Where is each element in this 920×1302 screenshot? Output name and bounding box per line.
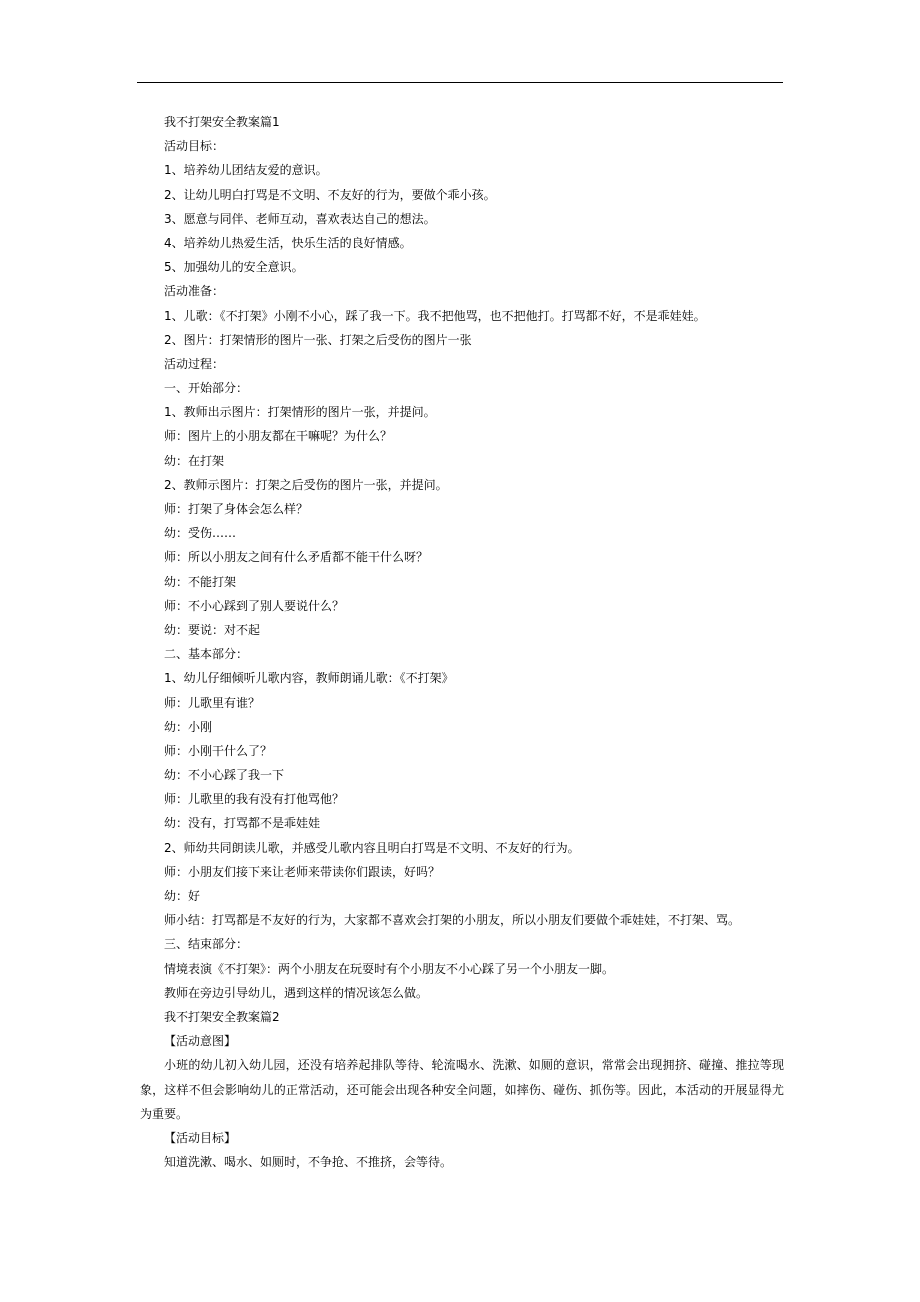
dialogue-line: 幼：不小心踩了我一下: [164, 768, 285, 783]
dialogue-line: 师：所以小朋友之间有什么矛盾都不能干什么呀？: [164, 550, 429, 565]
dialogue-line: 师：儿歌里的我有没有打他骂他？: [164, 792, 345, 807]
text-line: 一、开始部分：: [164, 381, 249, 396]
list-item: 1、幼儿仔细倾听儿歌内容，教师朗诵儿歌：《不打架》: [164, 671, 454, 686]
dialogue-line: 师：打架了身体会怎么样？: [164, 502, 309, 516]
subsection-heading: 【活动意图】: [164, 1034, 237, 1049]
header-rule: [137, 82, 783, 83]
text-line: 知道洗漱、喝水、如厕时，不争抢、不推挤，会等待。: [164, 1155, 453, 1170]
section-title: 我不打架安全教案篇2: [164, 1009, 280, 1024]
dialogue-line: 幼：好: [164, 889, 201, 903]
text-line: 情境表演《不打架》：两个小朋友在玩耍时有个小朋友不小心踩了另一个小朋友一脚。: [164, 961, 615, 976]
text-line: 活动目标：: [164, 139, 225, 154]
list-item: 1、儿歌：《不打架》小刚不小心，踩了我一下。我不把他骂，也不把他打。打骂都不好，不是乖娃娃。: [164, 308, 706, 323]
dialogue-line: 幼：小刚: [164, 719, 213, 734]
dialogue-line: 幼：要说：对不起: [164, 622, 261, 637]
text-line: 活动准备：: [164, 284, 225, 299]
dialogue-line: 师：小朋友们接下来让老师来带读你们跟读，好吗？: [164, 864, 441, 879]
intent-paragraph: 小班的幼儿初入幼儿园，还没有培养起排队等待、轮流喝水、洗漱、如厕的意识，常常会出现拥挤、碰撞、推拉等现象，这样不但会影响幼儿的正常活动，还可能会出现各种安全问题，如摔伤、碰伤、抓伤等。因此，本活动的开展显得尤为重要。: [140, 1058, 784, 1121]
list-item: 4、培养幼儿热爱生活，快乐生活的良好情感。: [164, 235, 412, 250]
list-item: 5、加强幼儿的安全意识。: [164, 260, 304, 275]
dialogue-line: 幼：没有，打骂都不是乖娃娃: [164, 816, 321, 831]
list-item: 1、培养幼儿团结友爱的意识。: [164, 163, 328, 178]
list-item: 2、教师示图片：打架之后受伤的图片一张，并提问。: [164, 477, 448, 492]
dialogue-line: 师：小刚干什么了？: [164, 743, 273, 758]
list-item: 2、图片：打架情形的图片一张、打架之后受伤的图片一张: [164, 332, 472, 347]
text-line: 活动过程：: [164, 356, 225, 371]
section-title: 我不打架安全教案篇1: [164, 115, 280, 129]
list-item: 2、让幼儿明白打骂是不文明、不友好的行为，要做个乖小孩。: [164, 187, 496, 202]
text-line: 教师在旁边引导幼儿，遇到这样的情况该怎么做。: [164, 985, 429, 1000]
dialogue-line: 幼：受伤……: [164, 526, 237, 541]
text-line: 二、基本部分：: [164, 647, 249, 662]
dialogue-line: 师小结：打骂都是不友好的行为，大家都不喜欢会打架的小朋友，所以小朋友们要做个乖娃娃，不打架、骂。: [164, 913, 741, 928]
subsection-heading: 【活动目标】: [164, 1130, 237, 1145]
text-line: 三、结束部分：: [164, 937, 249, 952]
list-item: 3、愿意与同伴、老师互动，喜欢表达自己的想法。: [164, 211, 436, 226]
dialogue-line: 师：图片上的小朋友都在干嘛呢？为什么？: [164, 429, 393, 444]
dialogue-line: 幼：在打架: [164, 453, 225, 468]
dialogue-line: 师：不小心踩到了别人要说什么？: [164, 598, 345, 613]
list-item: 2、师幼共同朗读儿歌，并感受儿歌内容且明白打骂是不文明、不友好的行为。: [164, 840, 580, 855]
dialogue-line: 幼：不能打架: [164, 574, 237, 589]
list-item: 1、教师出示图片：打架情形的图片一张，并提问。: [164, 405, 436, 420]
document-body: [140, 110, 784, 1174]
dialogue-line: 师：儿歌里有谁？: [164, 695, 261, 710]
